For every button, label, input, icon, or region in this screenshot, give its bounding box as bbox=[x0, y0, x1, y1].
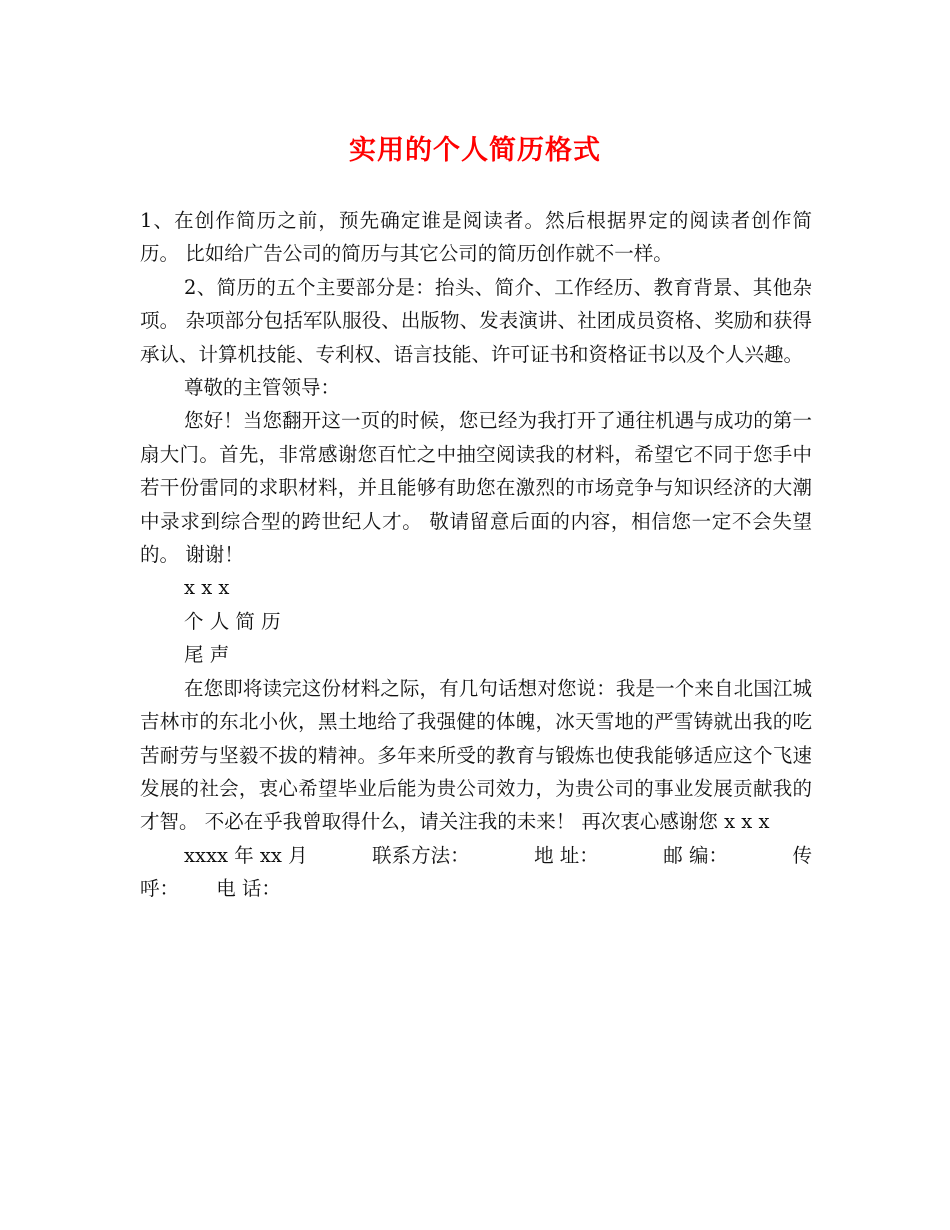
address-label: 地 址： bbox=[534, 843, 599, 867]
pager-label-end: 呼： bbox=[140, 877, 180, 901]
name-placeholder: x x x bbox=[184, 576, 230, 600]
pager-label-start: 传 bbox=[792, 843, 812, 867]
postcode-label: 邮 编： bbox=[663, 843, 728, 867]
document-body bbox=[140, 204, 812, 906]
paragraph-1: 1、在创作简历之前，预先确定谁是阅读者。然后根据界定的阅读者创作简历。 比如给广告公司的简历与其它公司的简历创作就不一样。 bbox=[140, 209, 812, 266]
paragraph-4: 在您即将读完这份材料之际，有几句话想对您说：我是一个来自北国江城吉林市的东北小伙，黑土地给了我强健的体魄，冰天雪地的严雪铸就出我的吃苦耐劳与坚毅不拔的精神。多年来所受的教育与锻炼也使我能够适应这个飞速发展的社会，衷心希望毕业后能为贵公司效力，为贵公司的事业发展贡献我的才智。 不必在乎我曾取得什么，请关注我的未来！ 再次衷心感谢您 x x x bbox=[140, 676, 812, 834]
date-field: xxxx 年 xx 月 bbox=[184, 843, 308, 867]
resume-heading: 个 人 简 历 bbox=[184, 609, 281, 633]
contact-method-label: 联系方法： bbox=[372, 843, 470, 867]
phone-label: 电 话： bbox=[216, 877, 281, 901]
epilogue-heading: 尾 声 bbox=[184, 643, 230, 667]
salutation: 尊敬的主管领导： bbox=[184, 376, 341, 400]
contact-continuation bbox=[140, 872, 812, 905]
document-title: 实用的个人简历格式 bbox=[349, 135, 601, 166]
paragraph-3: 您好！当您翻开这一页的时候，您已经为我打开了通往机遇与成功的第一扇大门。首先，非常感谢您百忙之中抽空阅读我的材料，希望它不同于您手中若干份雷同的求职材料，并且能够有助您在激烈的市场竞争与知识经济的大潮中录求到综合型的跨世纪人才。 敬请留意后面的内容，相信您一定不会失望的。 谢谢！ bbox=[140, 409, 812, 567]
paragraph-2: 2、简历的五个主要部分是：抬头、简介、工作经历、教育背景、其他杂项。 杂项部分包括军队服役、出版物、发表演讲、社团成员资格、奖励和获得承认、计算机技能、专利权、语言技能、许可证书和资格证书以及个人兴趣。 bbox=[140, 275, 812, 366]
contact-row bbox=[140, 839, 812, 872]
